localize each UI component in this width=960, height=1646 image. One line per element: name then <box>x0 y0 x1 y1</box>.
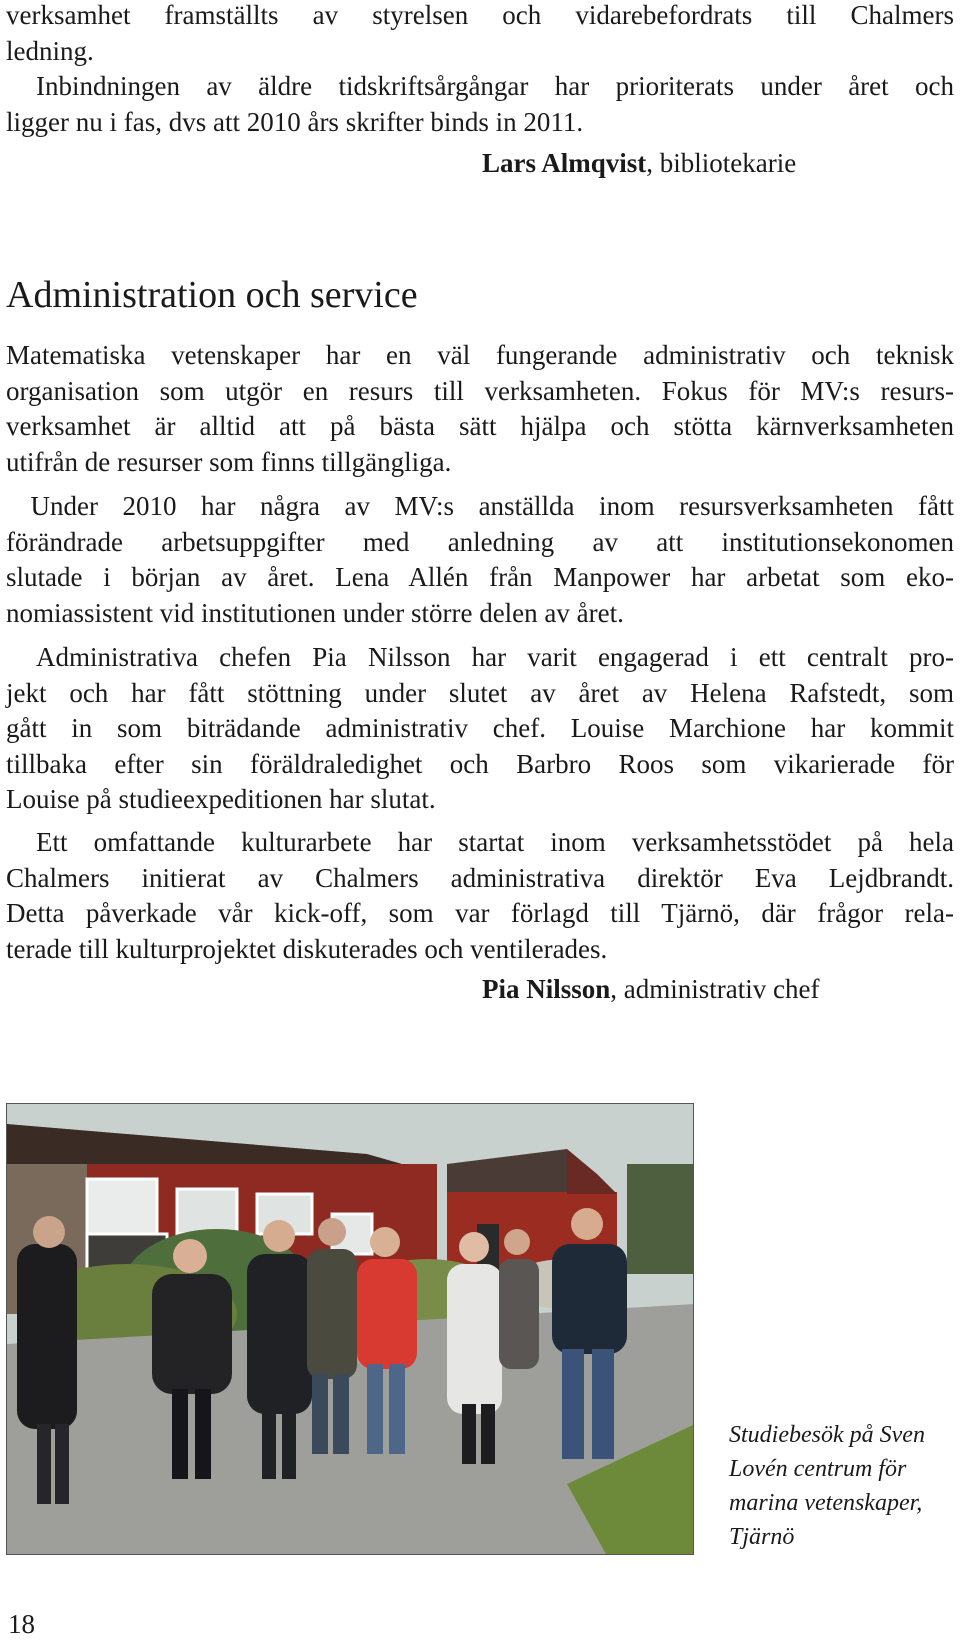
text-line: förändrade arbetsuppgifter med anledning av att institutionsekonomen <box>6 526 954 557</box>
caption-line: marina vetenskaper, <box>729 1490 923 1516</box>
text-line: Louise på studieexpeditionen har slutat. <box>6 784 436 814</box>
text-line: jekt och har fått stöttning under slutet av året av Helena Rafstedt, som <box>6 677 954 708</box>
section-heading: Administration och service <box>6 274 418 316</box>
caption-line: Tjärnö <box>729 1524 795 1550</box>
text-line: verksamhet framställts av styrelsen och vidarebefordrats till Chalmers <box>6 0 954 30</box>
photo-caption <box>729 1418 957 1554</box>
body-paragraph <box>6 489 954 631</box>
body-paragraph <box>6 640 954 818</box>
intro-paragraph <box>6 0 954 140</box>
text-line: Chalmers initierat av Chalmers administrativa direktör Eva Lejdbrandt. <box>6 862 954 893</box>
text-line: Ett omfattande kulturarbete har startat inom verksamhetsstödet på hela <box>36 827 954 857</box>
text-line: ligger nu i fas, dvs att 2010 års skrifter binds in 2011. <box>6 106 584 137</box>
signature-name: Lars Almqvist <box>482 148 647 178</box>
group-photo <box>6 1103 694 1555</box>
text-line: Inbindningen av äldre tidskriftsårgångar har prioriterats under året och <box>36 71 954 101</box>
text-line: Detta påverkade vår kick-off, som var förlagd till Tjärnö, där frågor rela- <box>6 898 954 928</box>
text-line: tillbaka efter sin föräldraledighet och Barbro Roos som vikarierade för <box>6 748 954 779</box>
text-line: utifrån de resurser som finns tillgängliga. <box>6 446 452 477</box>
body-paragraph <box>6 338 954 480</box>
admin-chief-signature <box>482 972 819 1007</box>
text-line: verksamhet är alltid att på bästa sätt hjälpa och stötta kärnverksamheten <box>6 411 954 441</box>
text-line: Matematiska vetenskaper har en väl fungerande administrativ och teknisk <box>6 340 954 370</box>
text-line: ledning. <box>6 35 94 66</box>
text-line: nomiassistent vid institutionen under större delen av året. <box>6 597 624 628</box>
page-number: 18 <box>8 1609 35 1639</box>
body-paragraph <box>6 825 954 967</box>
signature-name: Pia Nilsson <box>482 974 611 1004</box>
text-line: Administrativa chefen Pia Nilsson har varit engagerad i ett centralt pro- <box>36 642 954 672</box>
caption-line: Studiebesök på Sven <box>729 1422 925 1448</box>
text-line: slutade i början av året. Lena Allén från Manpower har arbetat som eko- <box>6 562 954 592</box>
caption-line: Lovén centrum för <box>729 1456 907 1482</box>
text-line: terade till kulturprojektet diskuterades och ventilerades. <box>6 933 608 964</box>
signature-role: , administrativ chef <box>610 974 820 1004</box>
signature-role: , bibliotekarie <box>646 148 797 178</box>
text-line: gått in som biträdande administrativ chef. Louise Marchione har kommit <box>6 713 954 743</box>
librarian-signature <box>482 146 796 181</box>
text-line: Under 2010 har några av MV:s anställda inom resursverksamheten fått <box>6 491 955 521</box>
text-line: organisation som utgör en resurs till verksamheten. Fokus för MV:s resurs- <box>6 375 954 406</box>
